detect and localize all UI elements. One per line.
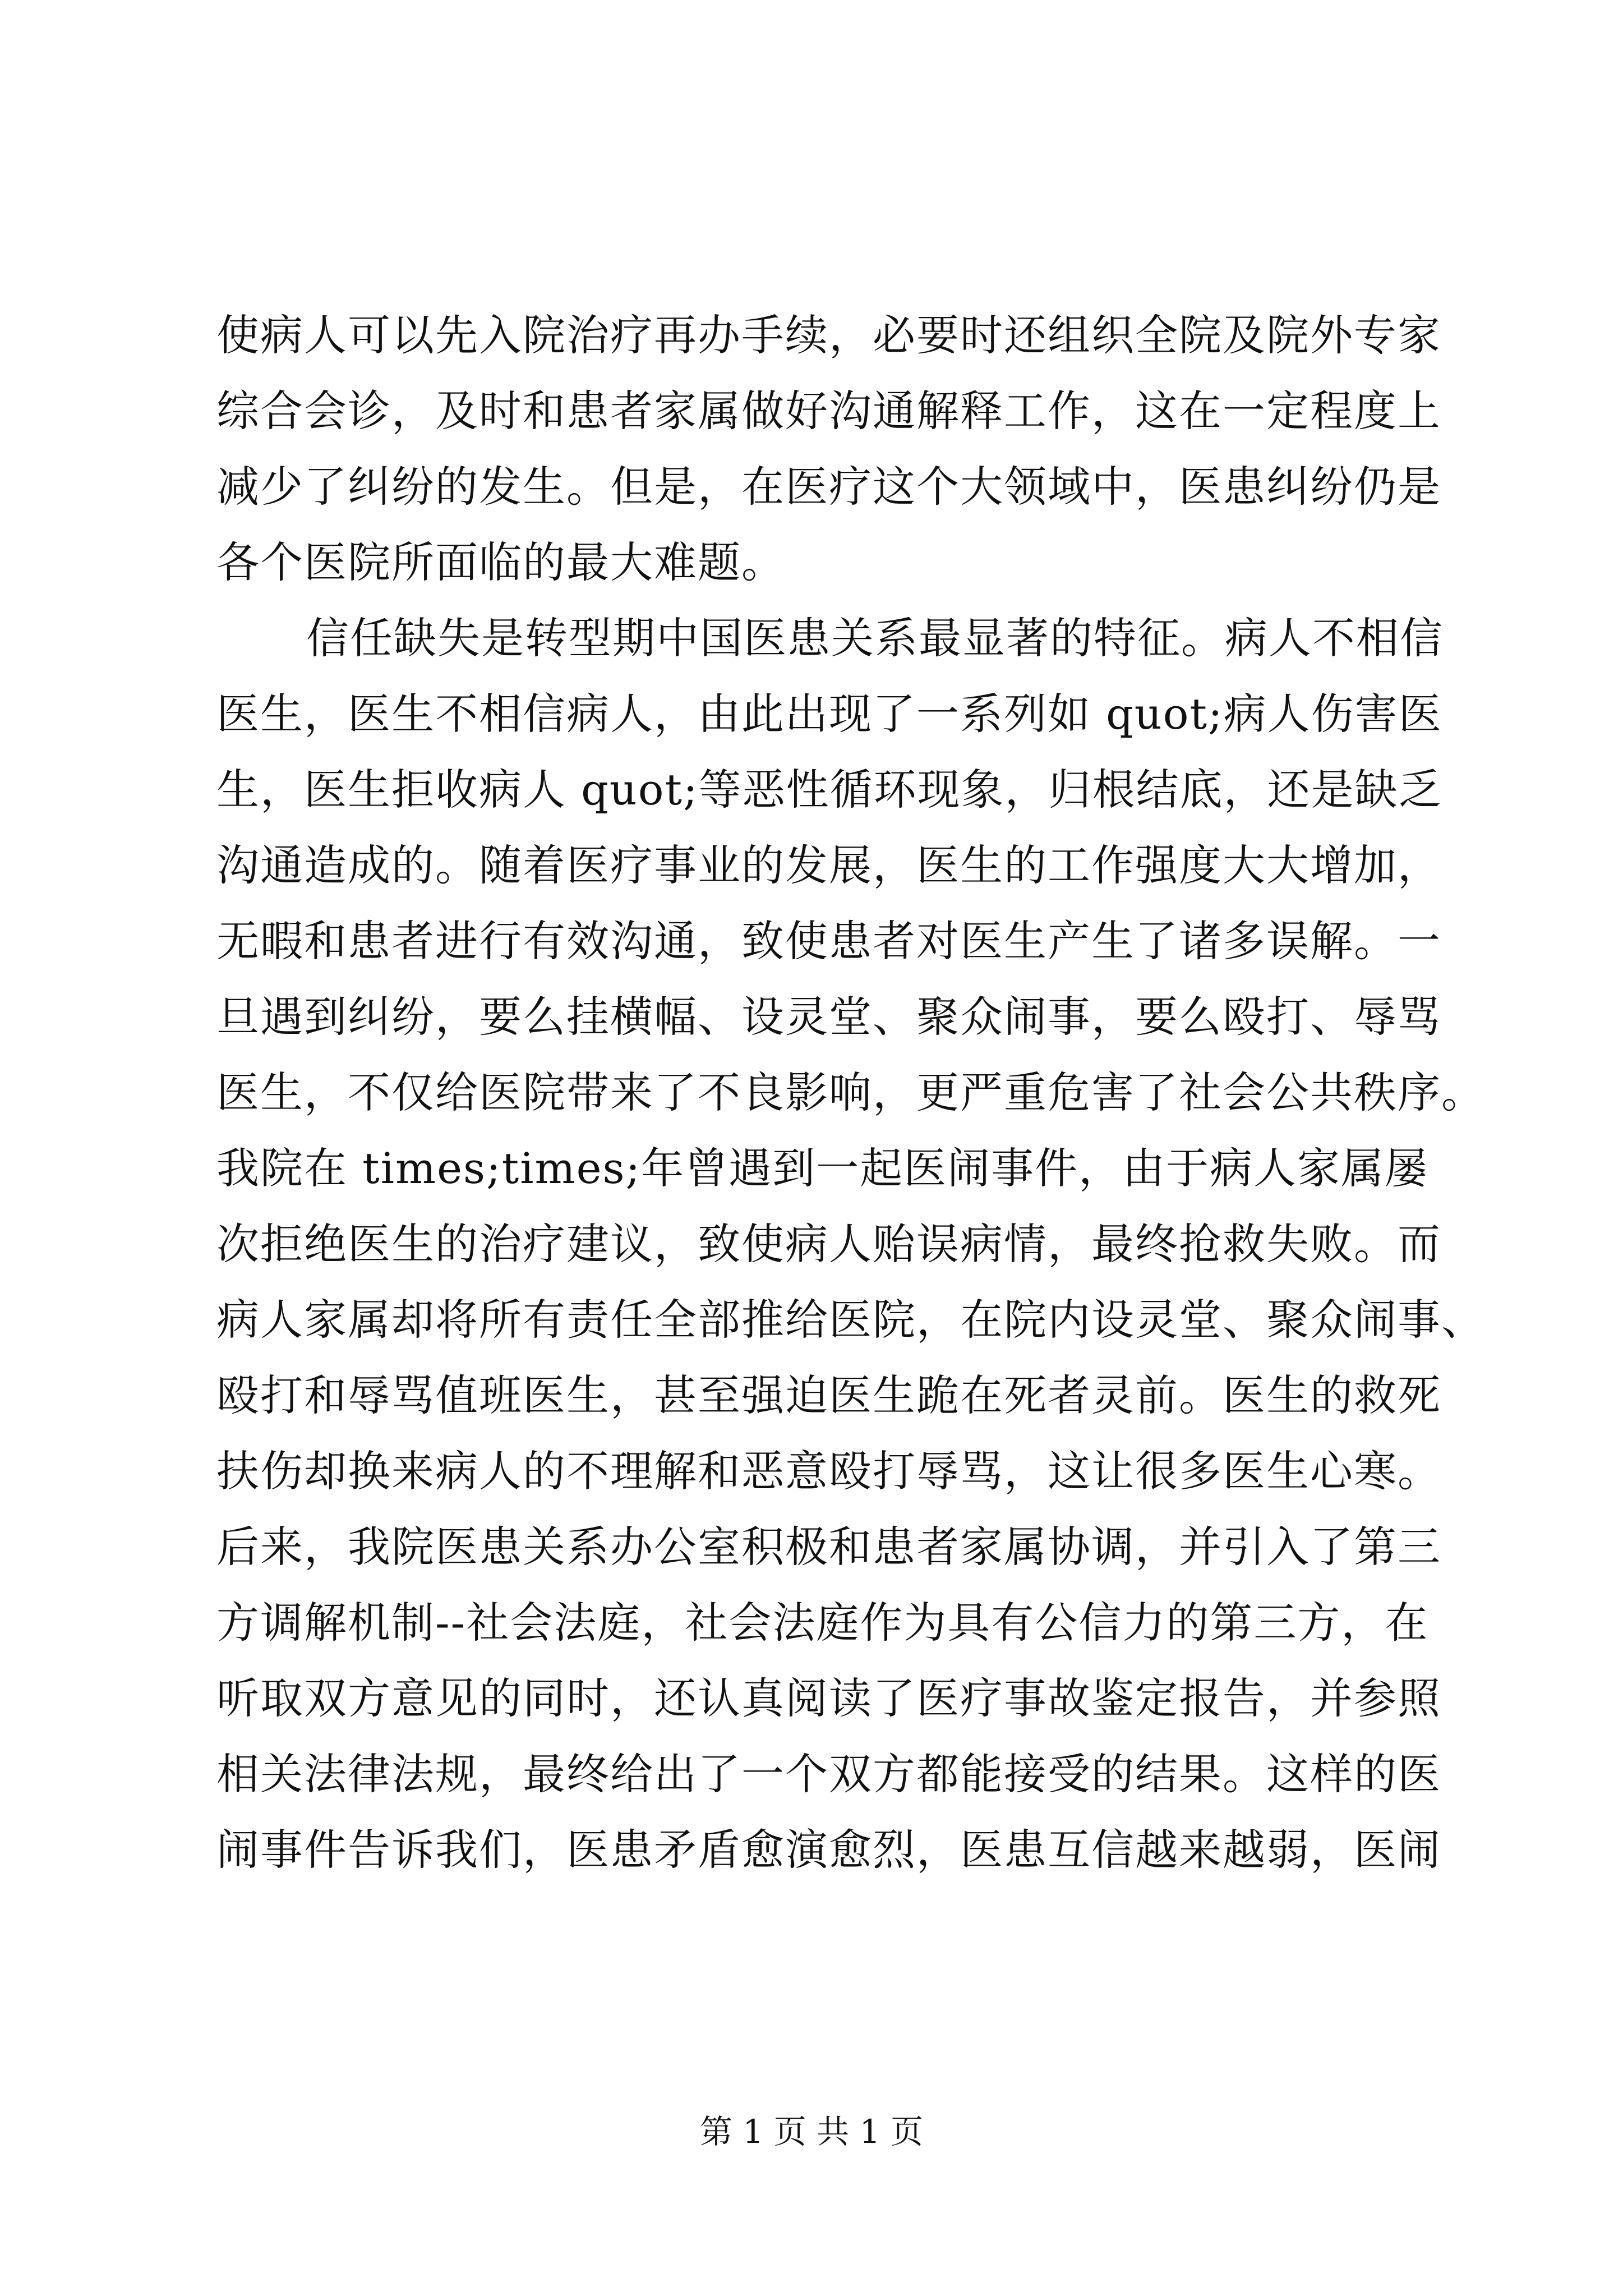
text-line: 方调解机制--社会法庭，社会法庭作为具有公信力的第三方，在 (216, 1598, 1429, 1648)
text-line: 后来，我院医患关系办公室积极和患者家属协调，并引入了第三 (216, 1522, 1441, 1572)
paragraph-start-line: 信任缺失是转型期中国医患关系最显著的特征。病人不相信 (306, 613, 1444, 663)
text-line: 次拒绝医生的治疗建议，致使病人贻误病情，最终抢救失败。而 (216, 1219, 1441, 1269)
text-line: 扶伤却换来病人的不理解和恶意殴打辱骂，这让很多医生心寒。 (216, 1446, 1441, 1496)
text-line: 无暇和患者进行有效沟通，致使患者对医生产生了诸多误解。一 (216, 916, 1441, 966)
text-line: 我院在 times;times;年曾遇到一起医闹事件，由于病人家属屡 (216, 1143, 1429, 1193)
text-line: 沟通造成的。随着医疗事业的发展，医生的工作强度大大增加， (216, 840, 1441, 890)
document-body (216, 297, 1485, 1888)
text-line: 医生，医生不相信病人，由此出现了一系列如 quot;病人伤害医 (216, 689, 1442, 739)
page-footer: 第 1 页 共 1 页 (700, 2113, 923, 2151)
text-line: 相关法律法规，最终给出了一个双方都能接受的结果。这样的医 (216, 1749, 1441, 1799)
text-line: 使病人可以先入院治疗再办手续，必要时还组织全院及院外专家 (216, 310, 1441, 360)
text-line: 减少了纠纷的发生。但是，在医疗这个大领域中，医患纠纷仍是 (216, 462, 1441, 512)
text-line: 生，医生拒收病人 quot;等恶性循环现象，归根结底，还是缺乏 (216, 765, 1442, 815)
text-line: 各个医院所面临的最大难题。 (216, 537, 785, 587)
text-line: 医生，不仅给医院带来了不良影响，更严重危害了社会公共秩序。 (216, 1068, 1485, 1117)
text-line: 闹事件告诉我们，医患矛盾愈演愈烈，医患互信越来越弱，医闹 (216, 1825, 1441, 1875)
text-line: 殴打和辱骂值班医生，甚至强迫医生跪在死者灵前。医生的救死 (216, 1370, 1441, 1420)
text-line: 病人家属却将所有责任全部推给医院，在院内设灵堂、聚众闹事、 (216, 1295, 1485, 1345)
text-line: 综合会诊，及时和患者家属做好沟通解释工作，这在一定程度上 (216, 386, 1441, 436)
text-line: 听取双方意见的同时，还认真阅读了医疗事故鉴定报告，并参照 (216, 1673, 1441, 1723)
text-line: 旦遇到纠纷，要么挂横幅、设灵堂、聚众闹事，要么殴打、辱骂 (216, 992, 1441, 1042)
